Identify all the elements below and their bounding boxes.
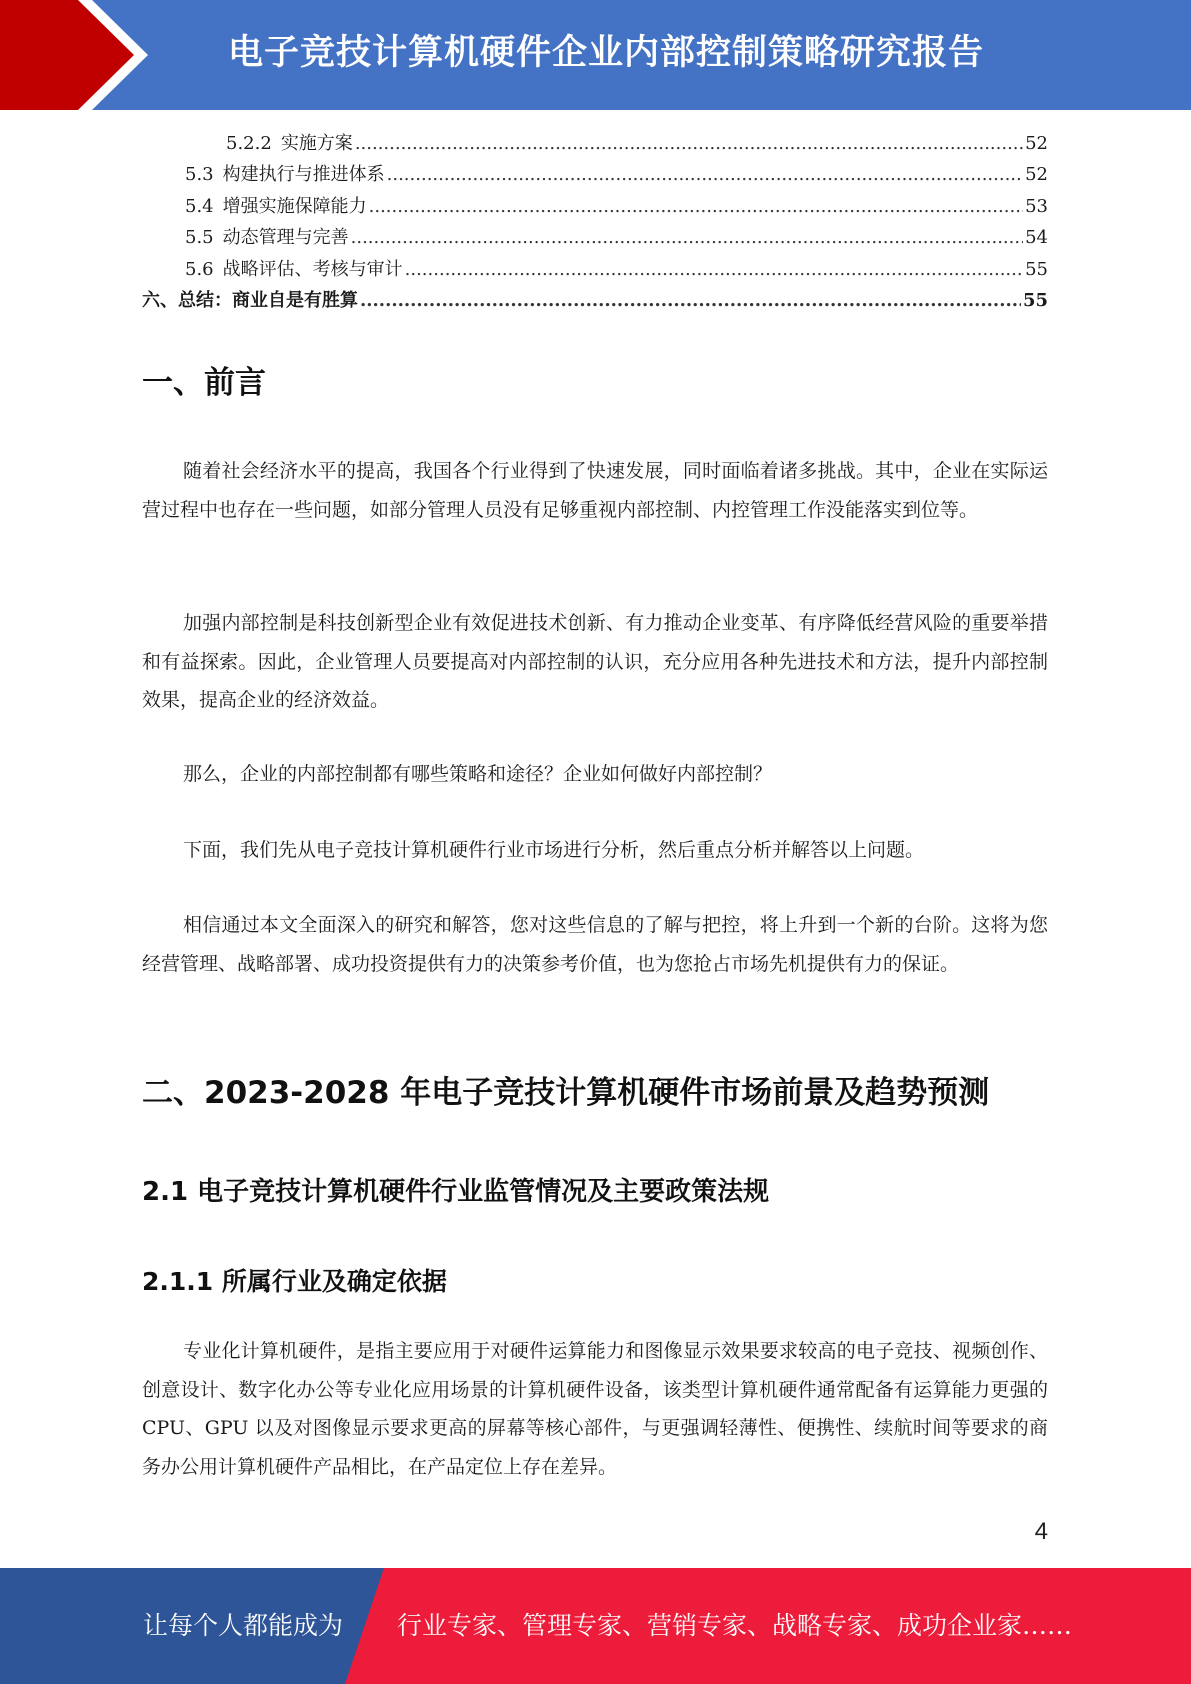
toc-entry-number: 5.5: [185, 227, 214, 249]
toc-entry-page: 54: [1025, 227, 1048, 249]
chapter-2-heading: 二、2023-2028 年电子竞技计算机硬件市场前景及趋势预测: [142, 1075, 990, 1111]
preface-heading: 一、前言: [142, 365, 266, 401]
preface-paragraph-1: 随着社会经济水平的提高，我国各个行业得到了快速发展，同时面临着诸多挑战。其中，企业在实际运营过程中也存在一些问题，如部分管理人员没有足够重视内部控制、内控管理工作没能落实到位等。: [142, 460, 1048, 521]
header-chevron-decoration: [0, 0, 160, 110]
toc-entry-title: 战略评估、考核与审计: [222, 258, 403, 280]
preface-paragraph-2: 加强内部控制是科技创新型企业有效促进技术创新、有力推动企业变革、有序降低经营风险的重要举措和有益探索。因此，企业管理人员要提高对内部控制的认识，充分应用各种先进技术和方法，提升内部控制效果，提高企业的经济效益。: [142, 612, 1048, 711]
preface-paragraph-4: 下面，我们先从电子竞技计算机硬件行业市场进行分析，然后重点分析并解答以上问题。: [183, 839, 925, 861]
toc-leader-dots: [405, 254, 1023, 285]
toc-entry-title: 六、总结：商业自是有胜算: [142, 289, 358, 311]
toc-entry-title: 增强实施保障能力: [222, 195, 367, 217]
section-2-1-1-heading: 2.1.1 所属行业及确定依据: [142, 1267, 447, 1296]
toc-leader-dots: [355, 128, 1023, 159]
toc-entry-page: 55: [1025, 258, 1048, 280]
footer-slogan-left: 让每个人都能成为: [143, 1611, 344, 1640]
toc-leader-dots: [351, 222, 1023, 253]
footer-slogan-right: 行业专家、管理专家、营销专家、战略专家、成功企业家……: [397, 1611, 1073, 1640]
toc-entry-page: 53: [1025, 195, 1048, 217]
toc-entry[interactable]: [142, 254, 1048, 285]
report-title: 电子竞技计算机硬件企业内部控制策略研究报告: [228, 33, 985, 73]
section-2-1-heading: 2.1 电子竞技计算机硬件行业监管情况及主要政策法规: [142, 1177, 770, 1207]
table-of-contents: [142, 128, 1048, 316]
toc-entry[interactable]: [142, 222, 1048, 253]
section-2-1-1-paragraph: 专业化计算机硬件，是指主要应用于对硬件运算能力和图像显示效果要求较高的电子竞技、视频创作、创意设计、数字化办公等专业化应用场景的计算机硬件设备，该类型计算机硬件通常配备有运算能力更强的 CPU、GPU 以及对图像显示要求更高的屏幕等核心部件，与更强调轻薄性、便携性、续航时间等要求的商务办公用计算机硬件产品相比，在产品定位上存在差异。: [142, 1340, 1048, 1478]
toc-entry[interactable]: [142, 191, 1048, 222]
preface-paragraph-5: 相信通过本文全面深入的研究和解答，您对这些信息的了解与把控，将上升到一个新的台阶。这将为您经营管理、战略部署、成功投资提供有力的决策参考价值，也为您抢占市场先机提供有力的保证。: [142, 914, 1048, 975]
toc-entry-number: 5.3: [185, 164, 214, 186]
toc-leader-dots: [387, 159, 1023, 190]
toc-entry[interactable]: [142, 285, 1048, 316]
page-footer: [0, 1568, 1191, 1684]
toc-entry-title: 构建执行与推进体系: [222, 164, 385, 186]
page-number: 4: [1034, 1518, 1048, 1545]
toc-leader-dots: [360, 285, 1021, 316]
toc-entry-page: 52: [1025, 133, 1048, 154]
toc-entry-number: 5.4: [185, 195, 214, 217]
toc-entry-number: 5.6: [185, 258, 214, 280]
toc-entry-title: 实施方案: [280, 133, 353, 154]
preface-paragraph-3: 那么，企业的内部控制都有哪些策略和途径？企业如何做好内部控制？: [183, 763, 773, 785]
page-header: [0, 0, 1191, 110]
toc-entry-title: 动态管理与完善: [222, 227, 349, 249]
toc-entry-page: 55: [1022, 289, 1048, 311]
toc-entry-page: 52: [1025, 164, 1048, 186]
toc-leader-dots: [369, 191, 1023, 222]
toc-entry[interactable]: [142, 128, 1048, 159]
toc-entry[interactable]: [142, 159, 1048, 190]
toc-entry-number: 5.2.2: [226, 133, 272, 154]
